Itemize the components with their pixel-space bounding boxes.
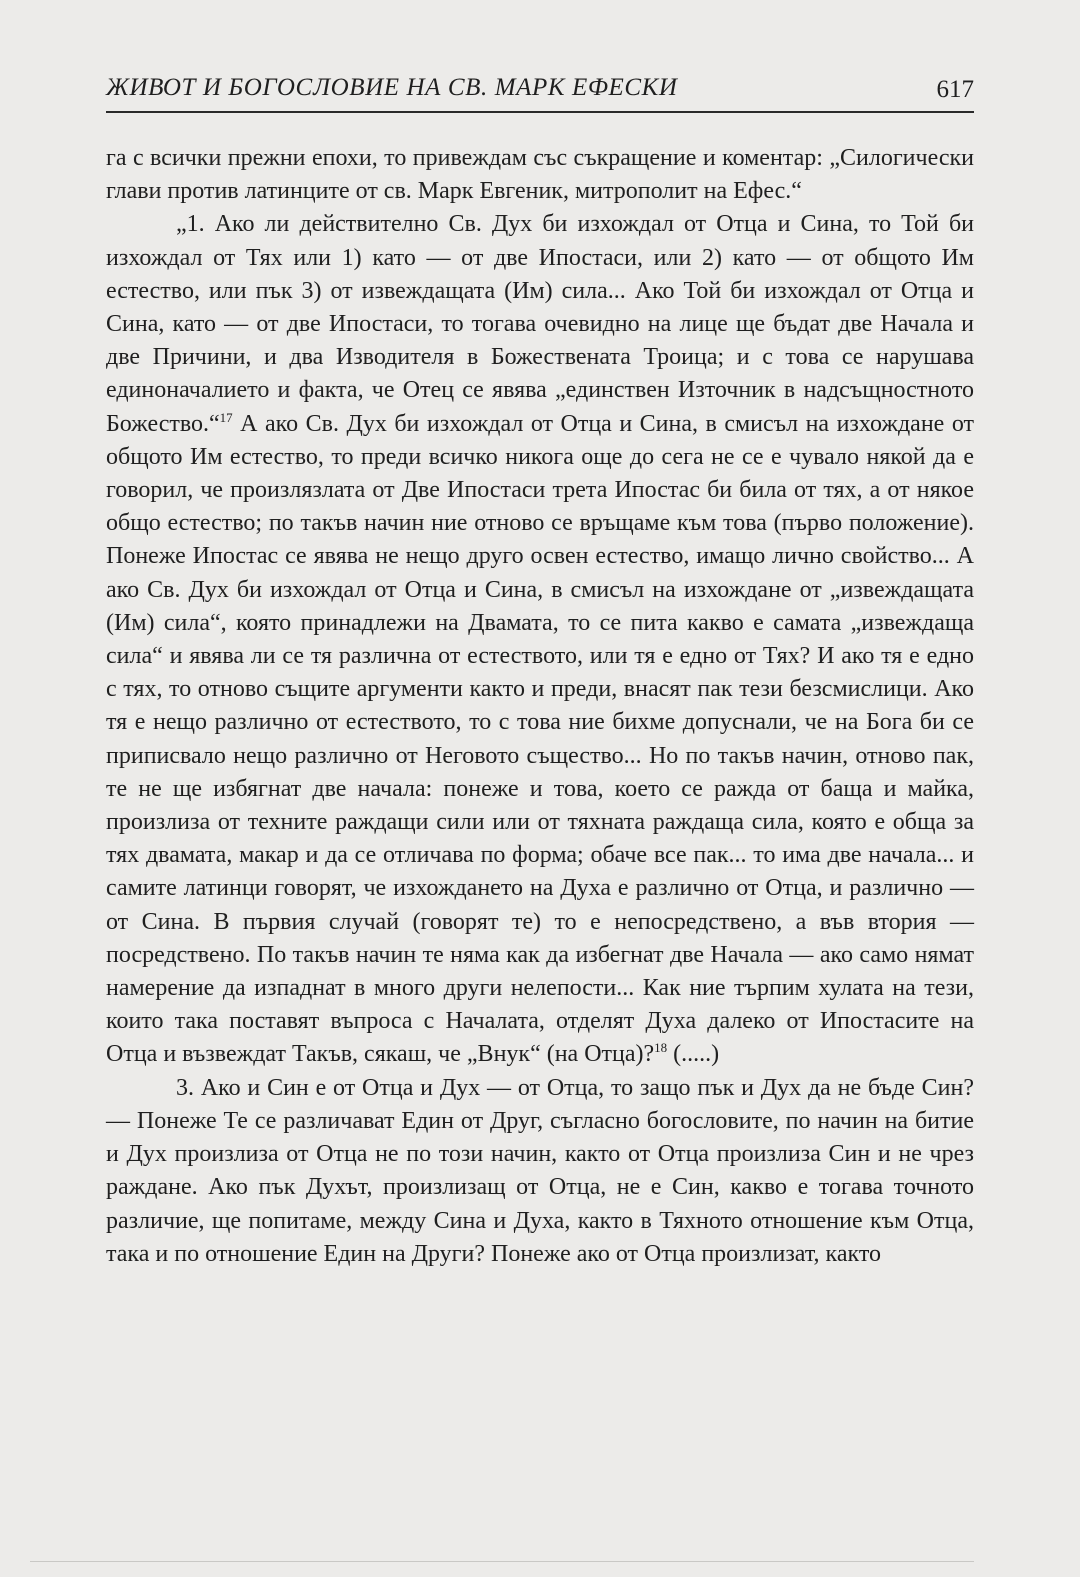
paragraph-2	[106, 208, 974, 1071]
page-number: 617	[936, 76, 974, 103]
header-rule	[106, 111, 974, 113]
page-header	[106, 70, 974, 110]
footnote-ref-17: 17	[219, 409, 233, 425]
paragraph-3: 3. Ако и Син е от Отца и Дух — от Отца, то защо пък и Дух да не бъде Син? — Понеже Те се различават Един от Друг, съгласно богословите, по начин на битие и Дух произлиза от Отца не по този начин, както от Отца произлиза Син и не чрез раждане. Ако пък Духът, произлизащ от Отца, не е Син, какво е тогава точното различие, ще попитаме, между Сина и Духа, както в Тяхното отношение към Отца, така и по отношение Един на Други? Понеже ако от Отца произлизат, както	[106, 1074, 974, 1267]
bottom-edge-line	[30, 1561, 974, 1562]
footnote-ref-18: 18	[654, 1040, 668, 1056]
paragraph-2-part-3: (.....)	[667, 1041, 720, 1068]
running-title: ЖИВОТ И БОГОСЛОВИЕ НА СВ. МАРК ЕФЕСКИ	[106, 74, 678, 101]
paragraph-1: га с всички прежни епохи, то привеждам със съкращение и коментар: „Силогически глави против латинците от св. Марк Евгеник, митрополит на Ефес.“	[106, 145, 974, 205]
paragraph-2-part-2: А ако Св. Дух би изхождал от Отца и Сина, в смисъл на изхождане от общото Им естество, то преди всичко никога още до сега не се е чувало някой да е говорил, че произлязлата от Две Ипостаси трета Ипостас би била от тях, а от някое общо естество; по такъв начин ние отново се връщаме към това (първо положение). Понеже Ипостас се явява не нещо друго освен естество, имащо лично свойство... А ако Св. Дух би изхождал от Отца и Сина, в смисъл на изхождане от „извеждащата (Им) сила“, която принадлежи на Двамата, то се пита какво е самата „извеждаща сила“ и явява ли се тя различна от естеството, или тя е едно от Тях? И ако тя е едно с тях, то отново същите аргументи както и преди, внасят пак тези безсмислици. Ако тя е нещо различно от естеството, то с това ние бихме допуснали, че на Бога би се приписвало нещо различно от Неговото същество... Но по такъв начин, отново пак, те не ще избягнат две начала: понеже и това, което се ражда от баща и майка, произлиза от техните раждащи сили или от тяхната раждаща сила, която е обща за тях двамата, макар и да се отличава по форма; обаче все пак... то има две начала... и самите латинци говорят, че изхождането на Духа е различно от Отца, и различно — от Сина. В първия случай (говорят те) то е непосредствено, а във втория — посредствено. По такъв начин те няма как да избегнат две Начала — ако само нямат намерение да изпаднат в много други нелепости... Как ние търпим хулата на тези, които така поставят въпроса с Началата, отделят Духа далеко от Ипостасите на Отца и възвеждат Такъв, сякаш, че „Внук“ (на Отца)?	[106, 410, 974, 1068]
body-text	[106, 142, 974, 1271]
paragraph-2-part-1: „1. Ако ли действително Св. Дух би изхождал от Отца и Сина, то Той би изхождал от Тях или 1) като — от две Ипостаси, или 2) като — от общото Им естество, или пък 3) от извеждащата (Им) сила... Ако Той би изхождал от Отца и Сина, като — от две Ипостаси, то тогава очевидно на лице ще бъдат две Начала и две Причини, и два Изводителя в Божествената Троица; и с това се нарушава единоначалието и факта, че Отец се явява „единствен Източник в надсъщностното Божество.“	[106, 211, 974, 437]
